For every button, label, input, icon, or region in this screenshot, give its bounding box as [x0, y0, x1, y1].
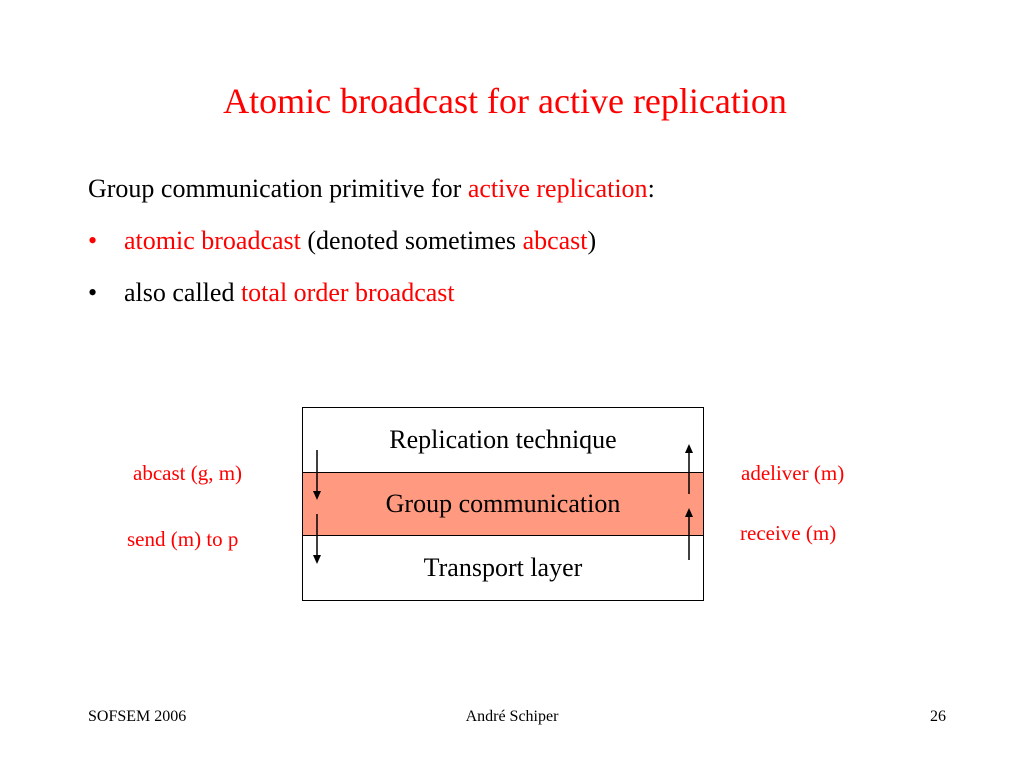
slide-title: Atomic broadcast for active replication	[223, 81, 787, 121]
bullet-text: )	[587, 226, 597, 255]
bullet-text: (denoted sometimes	[300, 226, 523, 255]
intro-suffix: :	[647, 174, 655, 203]
intro-prefix: Group communication primitive for	[88, 174, 468, 203]
bullet-text: total order broadcast	[240, 278, 455, 307]
bullet-marker: •	[88, 226, 98, 255]
label-send: send (m) to p	[127, 527, 239, 551]
bullet-text: also called	[124, 278, 241, 307]
protocol-stack-diagram	[302, 407, 704, 601]
bullet-total-order	[88, 278, 455, 308]
layer-group-communication: Group communication	[303, 472, 703, 536]
label-abcast: abcast (g, m)	[133, 461, 243, 485]
intro-line	[88, 174, 655, 204]
footer-page-number: 26	[930, 708, 946, 725]
bullet-atomic-broadcast	[88, 226, 596, 256]
label-adeliver: adeliver (m)	[741, 461, 845, 485]
layer-transport: Transport layer	[423, 553, 583, 582]
footer-conference: SOFSEM 2006	[88, 708, 187, 725]
layer-replication-technique: Replication technique	[389, 425, 617, 454]
bullet-text: atomic broadcast	[124, 226, 301, 255]
bullet-text: abcast	[522, 226, 588, 255]
bullet-marker: •	[88, 278, 98, 307]
label-receive: receive (m)	[740, 521, 837, 545]
intro-highlight: active replication	[467, 174, 648, 203]
footer-author: André Schiper	[465, 708, 559, 725]
